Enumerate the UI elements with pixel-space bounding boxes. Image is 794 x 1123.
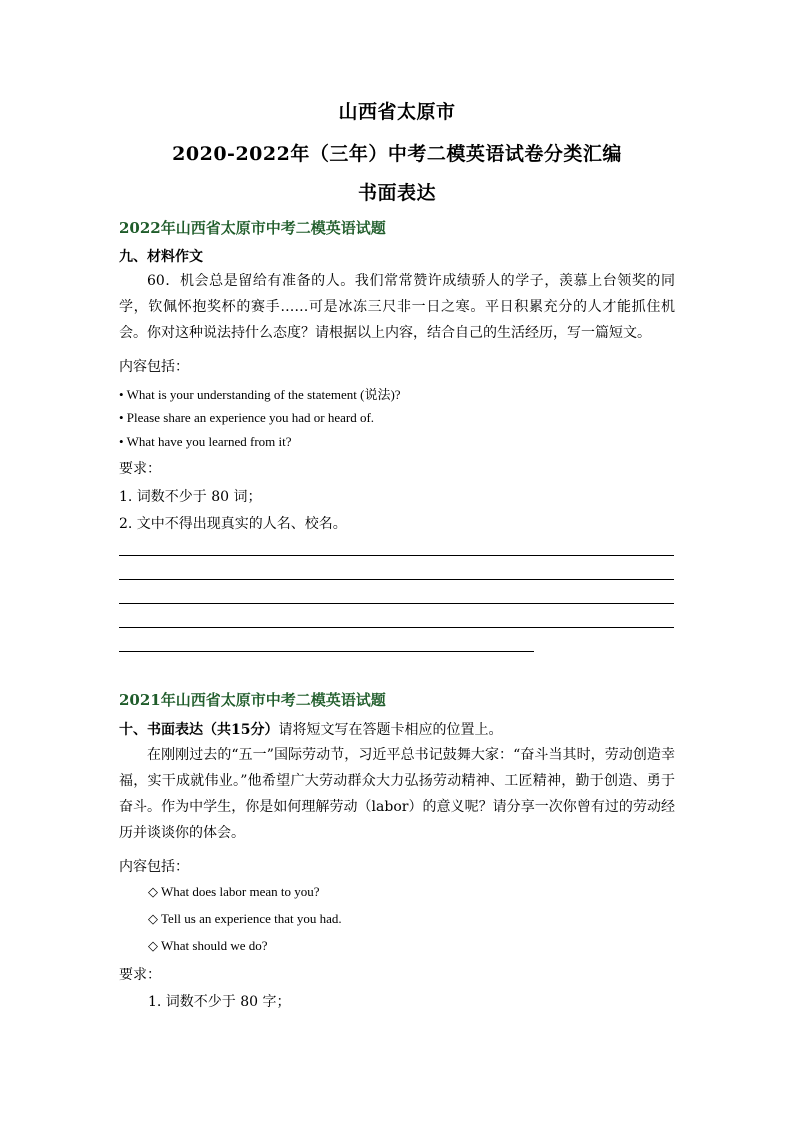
answer-line-1 xyxy=(119,555,674,556)
doc-title-region: 山西省太原市 xyxy=(338,101,456,123)
section-2021-requirements-label: 要求： xyxy=(119,967,161,983)
section-2022-point-1: • What is your understanding of the statement (说法)? xyxy=(119,387,401,402)
section-2021-heading: 2021年山西省太原市中考二模英语试题 xyxy=(119,691,386,709)
section-2021-part-bold: 十、书面表达（共15分） xyxy=(119,722,279,738)
answer-line-3 xyxy=(119,603,674,604)
section-2021-part-title xyxy=(119,719,502,739)
section-2022-part-title: 九、材料作文 xyxy=(119,249,203,265)
section-2022-requirement-2: 2. 文中不得出现真实的人名、校名。 xyxy=(119,516,347,532)
section-2022-heading: 2022年山西省太原市中考二模英语试题 xyxy=(119,219,386,237)
answer-line-2 xyxy=(119,579,674,580)
section-2022-content-label: 内容包括： xyxy=(119,359,189,375)
section-2022-prompt: 60．机会总是留给有准备的人。我们常常赞许成绩骄人的学子，羡慕上台领奖的同学，钦佩怀抱奖杯的赛手……可是冰冻三尺非一日之寒。平日积累充分的人才能抓住机会。你对这种说法持什么态度？请根据以上内容，结合自己的生活经历，写一篇短文。 xyxy=(119,273,675,341)
section-2022-requirement-1: 1. 词数不少于 80 词； xyxy=(119,489,262,505)
section-2022-point-3: • What have you learned from it? xyxy=(119,434,292,449)
section-2021-point-1: ◇ What does labor mean to you? xyxy=(148,884,320,899)
section-2021-point-3: ◇ What should we do? xyxy=(148,938,268,953)
section-2022-requirements-label: 要求： xyxy=(119,461,161,477)
section-2021-point-2: ◇ Tell us an experience that you had. xyxy=(148,911,342,926)
doc-title-main: 2020-2022年（三年）中考二模英语试卷分类汇编 xyxy=(172,143,622,165)
section-2021-content-label: 内容包括： xyxy=(119,859,189,875)
section-2021-requirement-1: 1. 词数不少于 80 字； xyxy=(148,994,291,1010)
section-2022-point-2: • Please share an experience you had or heard of. xyxy=(119,410,375,425)
section-2021-part-instruction: 请将短文写在答题卡相应的位置上。 xyxy=(278,722,503,738)
doc-title-topic: 书面表达 xyxy=(357,182,436,204)
answer-line-5 xyxy=(119,651,534,652)
answer-line-4 xyxy=(119,627,674,628)
section-2021-prompt: 在刚刚过去的“五一”国际劳动节，习近平总书记鼓舞大家：“奋斗当其时，劳动创造幸福，实干成就伟业。”他希望广大劳动群众大力弘扬劳动精神、工匠精神，勤于创造、勇于奋斗。作为中学生，你是如何理解劳动（labor）的意义呢？请分享一次你曾有过的劳动经历并谈谈你的体会。 xyxy=(119,747,675,841)
